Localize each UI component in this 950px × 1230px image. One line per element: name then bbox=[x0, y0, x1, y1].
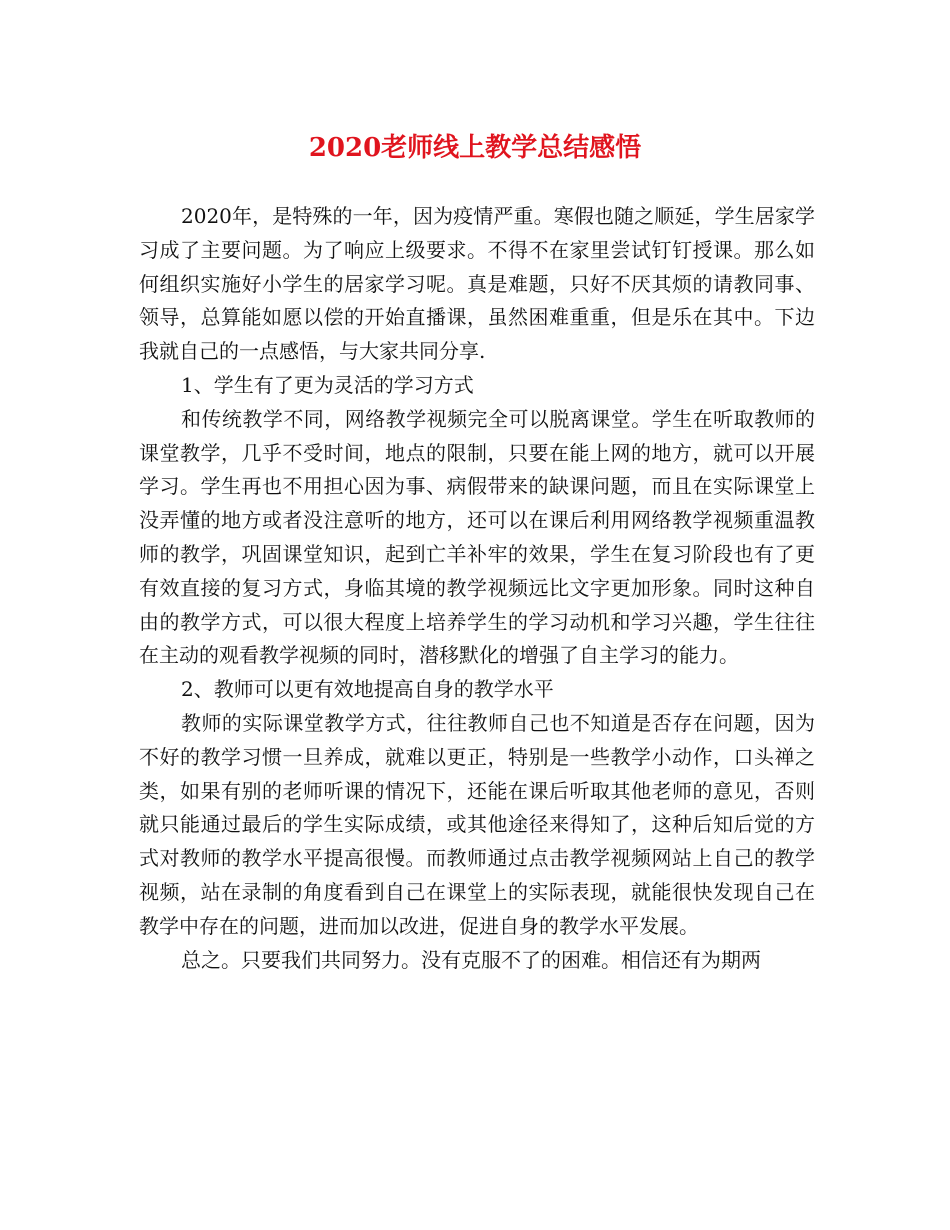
section-heading-2: 2、教师可以更有效地提高自身的教学水平 bbox=[181, 677, 554, 702]
paragraph-intro: 2020年，是特殊的一年，因为疫情严重。寒假也随之顺延，学生居家学习成了主要问题。为了响应上级要求。不得不在家里尝试钉钉授课。那么如何组织实施好小学生的居家学习呢。真是难题，只好不厌其烦的请教同事、领导，总算能如愿以偿的开始直播课，虽然困难重重，但是乐在其中。下边我就自己的一点感悟，与大家共同分享. bbox=[139, 204, 815, 364]
paragraph-section-2: 教师的实际课堂教学方式，往往教师自己也不知道是否存在问题，因为不好的教学习惯一旦养成，就难以更正，特别是一些教学小动作，口头禅之类，如果有别的老师听课的情况下，还能在课后听取其他老师的意见，否则就只能通过最后的学生实际成绩，或其他途径来得知了，这种后知后觉的方式对教师的教学水平提高很慢。而教师通过点击教学视频网站上自己的教学视频，站在录制的角度看到自己在课堂上的实际表现，就能很快发现自己在教学中存在的问题，进而加以改进，促进自身的教学水平发展。 bbox=[139, 710, 815, 938]
paragraph-conclusion: 总之。只要我们共同努力。没有克服不了的困难。相信还有为期两 bbox=[181, 947, 761, 972]
document-body bbox=[139, 200, 815, 977]
document-title: 2020老师线上教学总结感悟 bbox=[308, 133, 642, 163]
section-heading-1: 1、学生有了更为灵活的学习方式 bbox=[181, 372, 474, 397]
paragraph-section-1: 和传统教学不同，网络教学视频完全可以脱离课堂。学生在听取教师的课堂教学，几乎不受时间，地点的限制，只要在能上网的地方，就可以开展学习。学生再也不用担心因为事、病假带来的缺课问题，而且在实际课堂上没弄懂的地方或者没注意听的地方，还可以在课后利用网络教学视频重温教师的教学，巩固课堂知识，起到亡羊补牢的效果，学生在复习阶段也有了更有效直接的复习方式，身临其境的教学视频远比文字更加形象。同时这种自由的教学方式，可以很大程度上培养学生的学习动机和学习兴趣，学生往往在主动的观看教学视频的同时，潜移默化的增强了自主学习的能力。 bbox=[139, 406, 815, 668]
